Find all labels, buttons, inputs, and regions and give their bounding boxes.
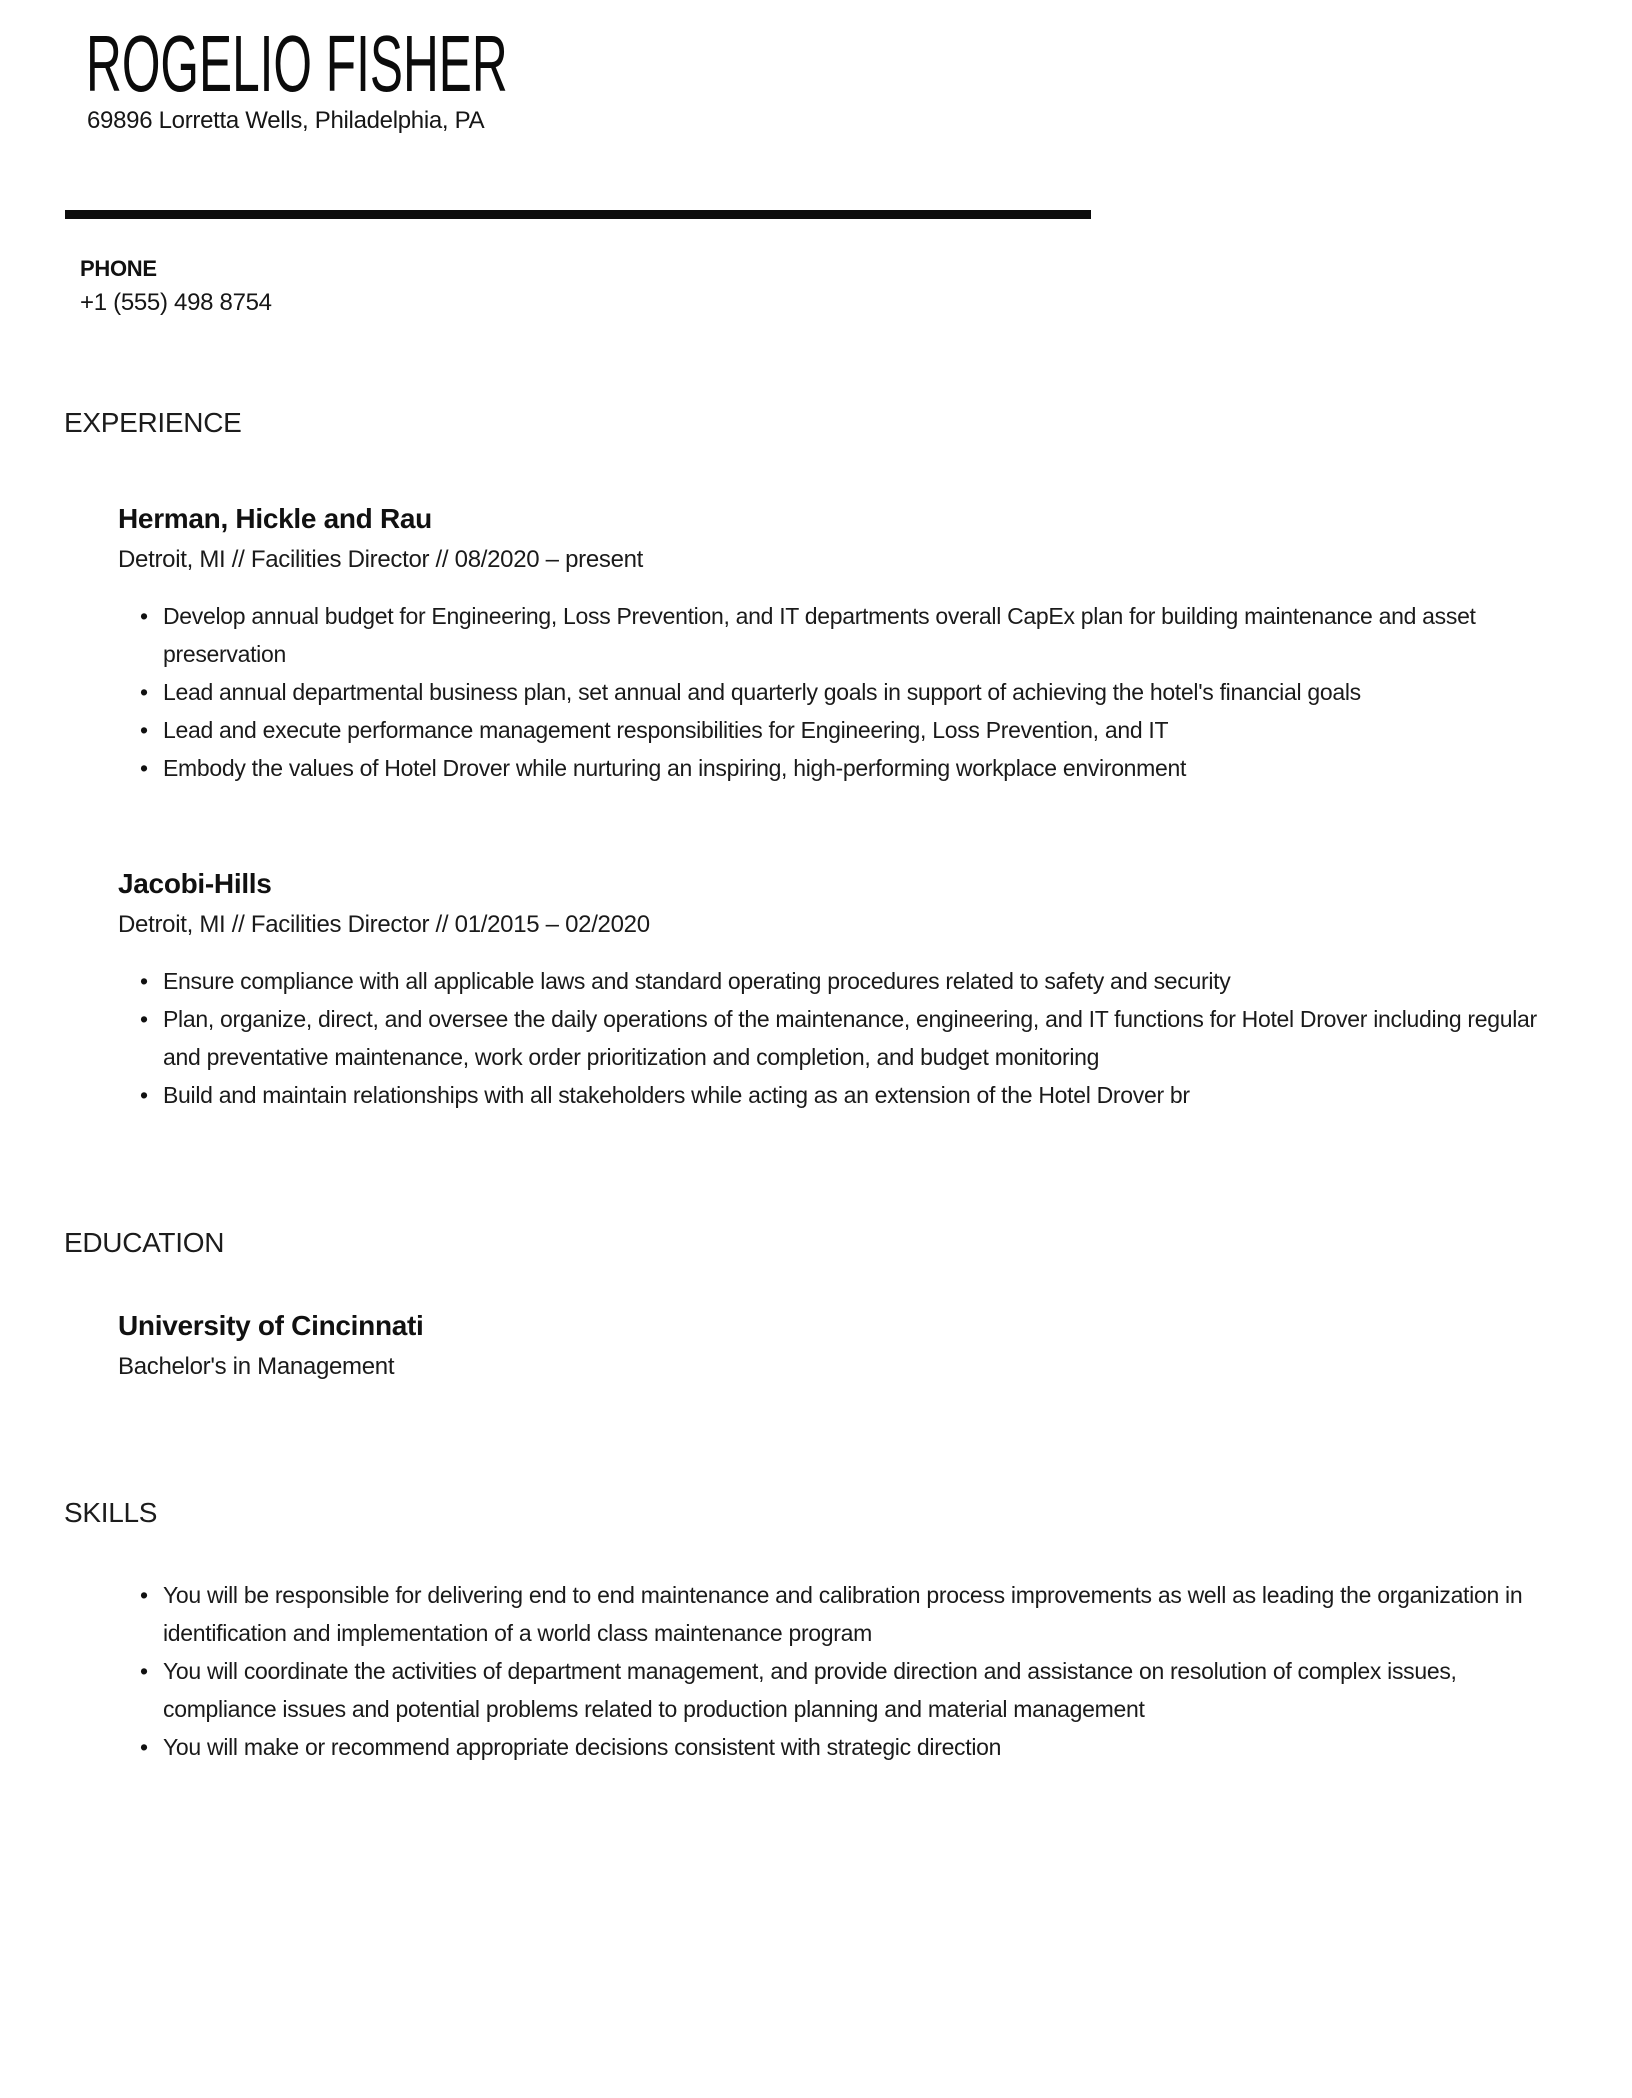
job-meta: Detroit, MI // Facilities Director // 08/2020 – present xyxy=(118,546,644,574)
skill-bullet xyxy=(118,1576,1538,1652)
job-bullet xyxy=(118,673,1538,711)
job-meta: Detroit, MI // Facilities Director // 01/2015 – 02/2020 xyxy=(118,911,650,939)
job-bullet xyxy=(118,962,1538,1000)
experience-section-heading: EXPERIENCE xyxy=(64,407,242,438)
phone-label: PHONE xyxy=(80,256,157,281)
skill-bullet-text: You will be responsible for delivering end to end maintenance and calibration process improvements as well as leading the organization in identification and implementation of a world class maintenance program xyxy=(163,1582,1523,1646)
skills-bullet-list xyxy=(118,1576,1538,1766)
person-address: 69896 Lorretta Wells, Philadelphia, PA xyxy=(87,107,485,134)
header-divider-rule xyxy=(65,210,1091,219)
skill-bullet xyxy=(118,1728,1538,1766)
job-bullet-list xyxy=(118,962,1538,1114)
degree-name: Bachelor's in Management xyxy=(118,1353,395,1381)
job-bullet-text: Develop annual budget for Engineering, Loss Prevention, and IT departments overall CapEx plan for building maintenance and asset preservation xyxy=(163,603,1476,668)
education-entry xyxy=(118,1310,424,1382)
bullet-dot-icon: • xyxy=(140,1006,148,1033)
bullet-dot-icon: • xyxy=(140,679,148,706)
job-bullet xyxy=(118,711,1538,749)
bullet-dot-icon: • xyxy=(140,1082,148,1109)
job-bullet-text: Lead and execute performance management responsibilities for Engineering, Loss Prevention, and IT xyxy=(163,717,1169,744)
job-bullet-text: Build and maintain relationships with all stakeholders while acting as an extension of the Hotel Drover br xyxy=(163,1082,1190,1109)
job-bullet-text: Ensure compliance with all applicable laws and standard operating procedures related to safety and security xyxy=(163,968,1231,995)
skill-bullet-text: You will make or recommend appropriate decisions consistent with strategic direction xyxy=(163,1734,1002,1760)
bullet-dot-icon: • xyxy=(140,603,148,630)
phone-value: +1 (555) 498 8754 xyxy=(80,289,272,316)
education-section-heading: EDUCATION xyxy=(64,1227,225,1258)
skill-bullet xyxy=(118,1652,1538,1728)
job-bullet-text: Embody the values of Hotel Drover while nurturing an inspiring, high-performing workplace environment xyxy=(163,755,1187,782)
job-bullet-list xyxy=(118,597,1538,787)
job-bullet xyxy=(118,597,1538,673)
company-name: Jacobi-Hills xyxy=(118,868,272,899)
job-bullet xyxy=(118,749,1538,787)
skill-bullet-text: You will coordinate the activities of department management, and provide direction and assistance on resolution of complex issues, compliance issues and potential problems related to production planning and material management xyxy=(163,1658,1457,1722)
school-name: University of Cincinnati xyxy=(118,1310,424,1341)
skills-section-heading: SKILLS xyxy=(64,1497,158,1528)
bullet-dot-icon: • xyxy=(140,968,148,995)
experience-entry-2 xyxy=(118,868,1538,1114)
job-bullet-text: Lead annual departmental business plan, set annual and quarterly goals in support of achieving the hotel's financial goals xyxy=(163,679,1361,706)
bullet-dot-icon: • xyxy=(140,1582,148,1608)
experience-entry-1 xyxy=(118,503,1538,787)
job-bullet xyxy=(118,1076,1538,1114)
bullet-dot-icon: • xyxy=(140,1734,148,1760)
job-bullet-text: Plan, organize, direct, and oversee the daily operations of the maintenance, engineering, and IT functions for Hotel Drover including regular and preventative maintenance, work order prioritization and completion, and budget monitoring xyxy=(163,1006,1537,1071)
bullet-dot-icon: • xyxy=(140,717,148,744)
bullet-dot-icon: • xyxy=(140,755,148,782)
job-bullet xyxy=(118,1000,1538,1076)
bullet-dot-icon: • xyxy=(140,1658,148,1684)
person-name: ROGELIO FISHER xyxy=(86,19,508,108)
company-name: Herman, Hickle and Rau xyxy=(118,503,432,534)
